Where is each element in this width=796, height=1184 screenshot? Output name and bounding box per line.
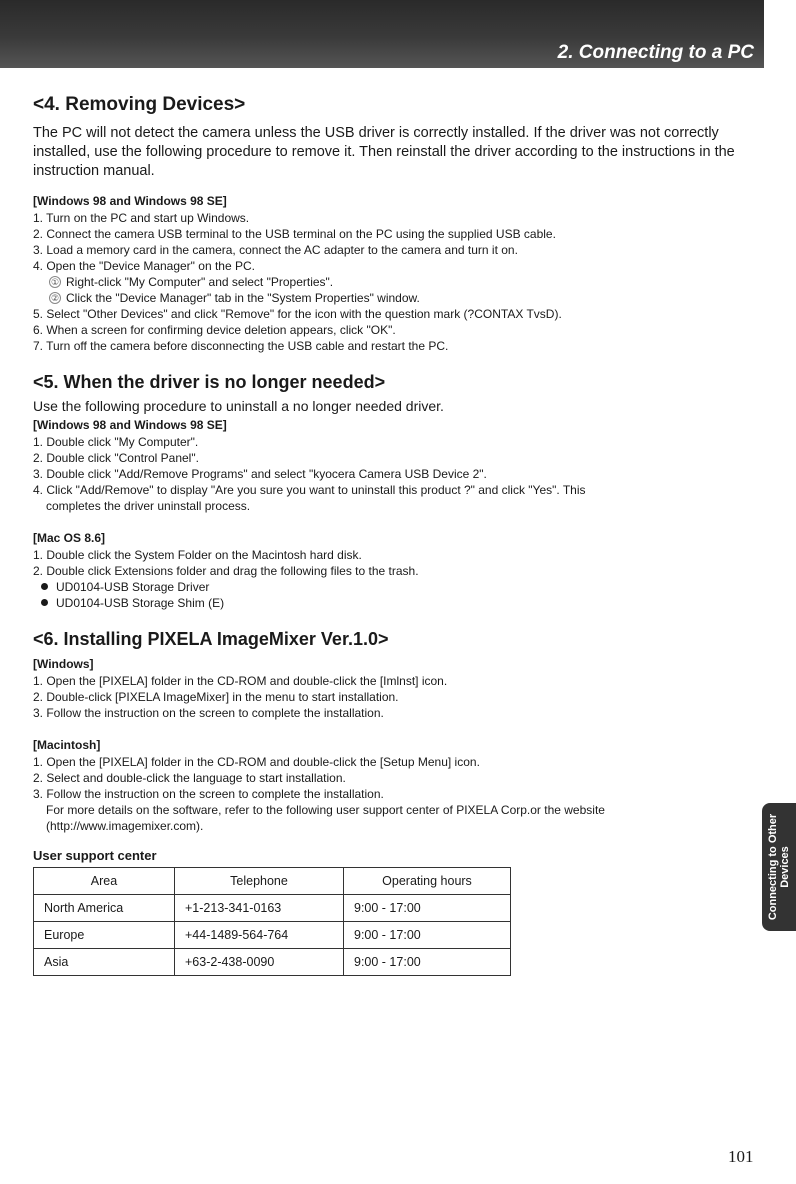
- list-item: 3. Load a memory card in the camera, connect the AC adapter to the camera and turn it on.: [33, 243, 518, 257]
- page-number: 101: [728, 1147, 754, 1166]
- list-item: (http://www.imagemixer.com).: [46, 819, 204, 833]
- section-6-heading: <6. Installing PIXELA ImageMixer Ver.1.0>: [33, 629, 389, 649]
- table-cell: +63-2-438-0090: [175, 949, 344, 976]
- list-item: 1. Turn on the PC and start up Windows.: [33, 211, 250, 225]
- section-4-os-label: [Windows 98 and Windows 98 SE]: [33, 194, 227, 208]
- column-header: Telephone: [175, 868, 344, 895]
- table-cell: North America: [34, 895, 175, 922]
- section-6-mac-steps: [33, 754, 753, 834]
- list-item: [33, 595, 753, 611]
- table-cell: Europe: [34, 922, 175, 949]
- table-cell: +44-1489-564-764: [175, 922, 344, 949]
- support-table: [33, 867, 511, 976]
- substep-text: Right-click "My Computer" and select "Properties".: [66, 275, 334, 289]
- section-5-intro: Use the following procedure to uninstall a no longer needed driver.: [33, 398, 444, 414]
- list-item: 1. Double click the System Folder on the Macintosh hard disk.: [33, 548, 362, 562]
- substep-text: Click the "Device Manager" tab in the "System Properties" window.: [66, 291, 420, 305]
- section-6-windows-label: [Windows]: [33, 657, 94, 671]
- list-item: 3. Follow the instruction on the screen to complete the installation.: [33, 706, 384, 720]
- table-row: [34, 922, 511, 949]
- list-item: 5. Select "Other Devices" and click "Remove" for the icon with the question mark (?CONTAX TvsD).: [33, 307, 562, 321]
- list-item: 1. Double click "My Computer".: [33, 435, 199, 449]
- list-item: 2. Double click Extensions folder and drag the following files to the trash.: [33, 564, 419, 578]
- section-4-intro: The PC will not detect the camera unless the USB driver is correctly installed. If the driver was not correctly installed, use the following procedure to remove it. Then reinstall the driver according to the instructions in the instruction manual.: [33, 125, 735, 179]
- chapter-title: 2. Connecting to a PC: [557, 42, 754, 63]
- section-5-windows-label: [Windows 98 and Windows 98 SE]: [33, 418, 227, 432]
- section-5-mac-label: [Mac OS 8.6]: [33, 531, 106, 545]
- list-item: 7. Turn off the camera before disconnecting the USB cable and restart the PC.: [33, 339, 449, 353]
- section-5-heading: <5. When the driver is no longer needed>: [33, 372, 386, 392]
- step-marker: ②: [50, 293, 60, 303]
- bullet-icon: [41, 583, 48, 590]
- table-cell: Asia: [34, 949, 175, 976]
- list-item: 2. Double click "Control Panel".: [33, 451, 199, 465]
- list-item: 1. Open the [PIXELA] folder in the CD-ROM and double-click the [Imlnst] icon.: [33, 674, 448, 688]
- table-cell: 9:00 - 17:00: [344, 922, 511, 949]
- list-item: 4. Open the "Device Manager" on the PC.: [33, 259, 255, 273]
- chapter-side-tab: [762, 803, 796, 931]
- section-5-windows-steps: [33, 434, 753, 514]
- header-bar: [0, 0, 764, 68]
- list-item: 3. Double click "Add/Remove Programs" and select "kyocera Camera USB Device 2".: [33, 467, 487, 481]
- section-4-heading: <4. Removing Devices>: [33, 94, 246, 115]
- list-item: 2. Select and double-click the language to start installation.: [33, 771, 346, 785]
- table-header-row: [34, 868, 511, 895]
- list-item: 1. Open the [PIXELA] folder in the CD-ROM and double-click the [Setup Menu] icon.: [33, 755, 480, 769]
- section-5-mac-steps: [33, 547, 753, 611]
- list-item: 6. When a screen for confirming device deletion appears, click "OK".: [33, 323, 396, 337]
- table-row: [34, 949, 511, 976]
- section-6-windows-steps: [33, 673, 753, 721]
- file-name: UD0104-USB Storage Driver: [56, 580, 210, 594]
- column-header: Area: [34, 868, 175, 895]
- section-4-steps: [33, 210, 753, 354]
- table-cell: 9:00 - 17:00: [344, 949, 511, 976]
- table-row: [34, 895, 511, 922]
- list-item: [33, 290, 753, 306]
- list-item: 4. Click "Add/Remove" to display "Are you sure you want to uninstall this product ?" and click "Yes". This: [33, 483, 586, 497]
- list-item: 2. Connect the camera USB terminal to the USB terminal on the PC using the supplied USB cable.: [33, 227, 556, 241]
- list-item: 3. Follow the instruction on the screen to complete the installation.: [33, 787, 384, 801]
- list-item: [33, 579, 753, 595]
- file-name: UD0104-USB Storage Shim (E): [56, 596, 225, 610]
- list-item: [33, 274, 753, 290]
- side-tab-label: [767, 807, 791, 927]
- list-item: 2. Double-click [PIXELA ImageMixer] in the menu to start installation.: [33, 690, 399, 704]
- table-cell: +1-213-341-0163: [175, 895, 344, 922]
- bullet-icon: [41, 599, 48, 606]
- section-6-mac-label: [Macintosh]: [33, 738, 101, 752]
- side-tab-line: Devices: [779, 846, 791, 888]
- column-header: Operating hours: [344, 868, 511, 895]
- side-tab-line: Connecting to Other: [767, 813, 779, 921]
- support-center-label: User support center: [33, 848, 157, 863]
- step-marker: ①: [50, 277, 60, 287]
- list-item: For more details on the software, refer to the following user support center of PIXELA Corp.or the website: [46, 803, 605, 817]
- table-cell: 9:00 - 17:00: [344, 895, 511, 922]
- list-item: completes the driver uninstall process.: [46, 499, 251, 513]
- page-content: [33, 94, 753, 976]
